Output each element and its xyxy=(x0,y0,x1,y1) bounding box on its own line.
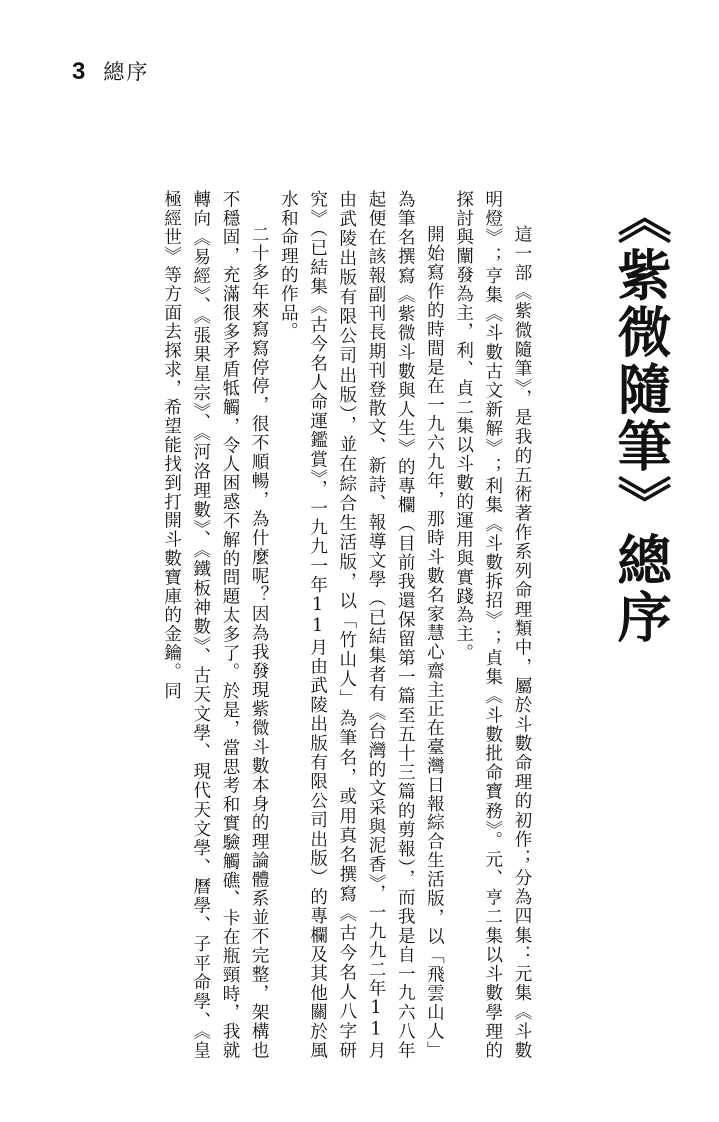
page-header xyxy=(72,55,149,89)
chapter-title: 《紫微隨筆》總序 xyxy=(609,190,674,646)
running-head: 總序 xyxy=(103,59,150,84)
paragraph-1: 這一部《紫微隨筆》，是我的五術著作系列命理類中，屬於斗數命理的初作；分為四集：元集《斗數明燈》；亨集《斗數古文新解》；利集《斗數拆招》；貞集《斗數批命寶務》。元、亨二集以斗數學理的探討與闡發為主，利、貞二集以斗數的運用與實踐為主。 xyxy=(453,190,532,1060)
page-number: 3 xyxy=(72,58,86,85)
paragraph-3: 二十多年來寫寫停停，很不順暢，為什麼呢？因為我發現紫微斗數本身的理論體系並不完整，架構也不穩固，充滿很多矛盾牴觸，令人困惑不解的問題太多了。於是，當思考和實驗觸礁、卡在瓶頸時，我就轉向《易經》、《張果星宗》、《河洛理數》、《鐵板神數》、古天文學、現代天文學、曆學、子平命學、《皇極經世》等方面去探求，希望能找到打開斗數寶庫的金鑰。同 xyxy=(161,190,270,1060)
paragraph-2: 開始寫作的時間是在一九六九年，那時斗數名家慧心齋主正在臺灣日報綜合生活版，以「飛雲山人」為筆名撰寫《紫微斗數與人生》的專欄（目前我還保留第一篇至五十三篇的剪報），而我是自一九六八年起便在該報副刊長期刊登散文、新詩、報導文學（已結集者有《台灣的文采與泥香》，一九九二年11月由武陵出版有限公司出版），並在綜合生活版，以「竹山人」為筆名，或用真名撰寫《古今名人八字研究》（已結集《古今名人命運鑑賞》，一九九一年11月由武陵出版有限公司出版）的專欄及其他關於風水和命理的作品。 xyxy=(278,190,445,1060)
body-text xyxy=(86,190,536,1060)
